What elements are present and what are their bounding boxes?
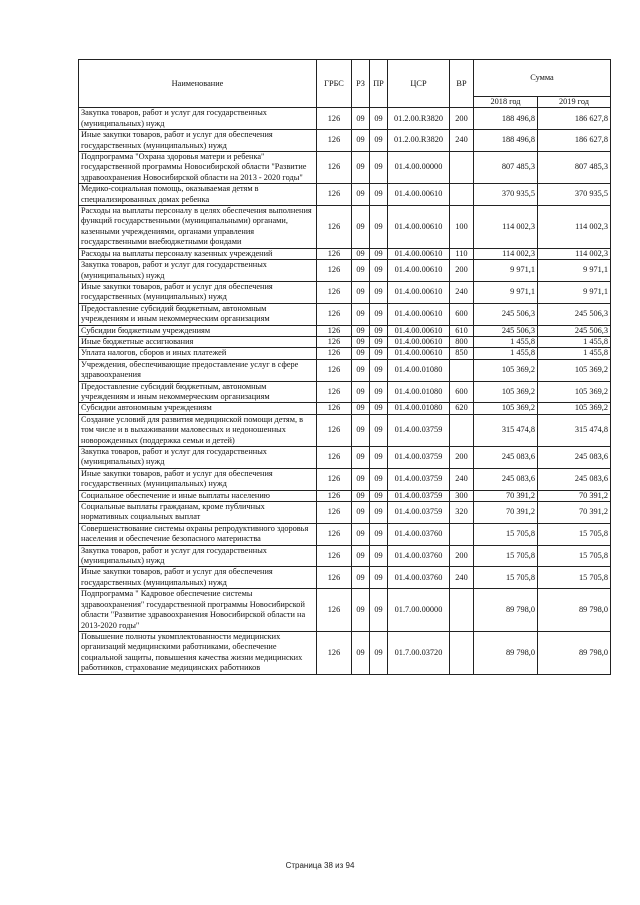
- table-row: [79, 414, 611, 446]
- cell-vr: 200: [450, 447, 474, 469]
- cell-pr: 09: [370, 523, 388, 545]
- cell-pr: 09: [370, 303, 388, 325]
- cell-grbs: 126: [317, 523, 352, 545]
- cell-rz: 09: [352, 348, 370, 359]
- cell-csr: 01.4.00.03759: [388, 490, 450, 501]
- cell-rz: 09: [352, 502, 370, 524]
- table-row: [79, 589, 611, 632]
- header-grbs: ГРБС: [317, 60, 352, 108]
- cell-csr: 01.4.00.01080: [388, 359, 450, 381]
- cell-pr: 09: [370, 260, 388, 282]
- cell-pr: 09: [370, 130, 388, 152]
- cell-sum-2019: 1 455,8: [538, 336, 611, 347]
- cell-pr: 09: [370, 631, 388, 674]
- cell-rz: 09: [352, 631, 370, 674]
- header-name: Наименование: [79, 60, 317, 108]
- table-row: [79, 359, 611, 381]
- cell-vr: 320: [450, 502, 474, 524]
- cell-sum-2018: 245 083,6: [474, 468, 538, 490]
- cell-sum-2018: 15 705,8: [474, 567, 538, 589]
- table-row: [79, 502, 611, 524]
- table-row: [79, 468, 611, 490]
- cell-sum-2018: 188 496,8: [474, 130, 538, 152]
- cell-vr: [450, 414, 474, 446]
- cell-grbs: 126: [317, 447, 352, 469]
- cell-grbs: 126: [317, 502, 352, 524]
- table-row: [79, 447, 611, 469]
- cell-grbs: 126: [317, 348, 352, 359]
- cell-pr: 09: [370, 490, 388, 501]
- cell-name: Социальное обеспечение и иные выплаты населению: [79, 490, 317, 501]
- cell-pr: 09: [370, 325, 388, 336]
- cell-sum-2018: 114 002,3: [474, 206, 538, 249]
- cell-sum-2019: 186 627,8: [538, 108, 611, 130]
- cell-csr: 01.4.00.00610: [388, 348, 450, 359]
- cell-name: Субсидии автономным учреждениям: [79, 403, 317, 414]
- cell-name: Иные бюджетные ассигнования: [79, 336, 317, 347]
- cell-pr: 09: [370, 403, 388, 414]
- cell-pr: 09: [370, 336, 388, 347]
- cell-name: Создание условий для развития медицинской помощи детям, в том числе и в выхаживании маловесных и недоношенных новорожденных (поддержка семьи и детей): [79, 414, 317, 446]
- table-row: [79, 206, 611, 249]
- cell-pr: 09: [370, 447, 388, 469]
- cell-csr: 01.4.00.00610: [388, 260, 450, 282]
- cell-csr: 01.4.00.00610: [388, 248, 450, 259]
- cell-vr: [450, 589, 474, 632]
- cell-rz: 09: [352, 545, 370, 567]
- cell-name: Медико-социальная помощь, оказываемая детям в специализированных домах ребенка: [79, 184, 317, 206]
- table-row: [79, 336, 611, 347]
- cell-pr: 09: [370, 567, 388, 589]
- cell-csr: 01.4.00.03760: [388, 567, 450, 589]
- cell-pr: 09: [370, 359, 388, 381]
- cell-vr: [450, 184, 474, 206]
- cell-sum-2019: 245 506,3: [538, 325, 611, 336]
- cell-vr: 600: [450, 381, 474, 403]
- cell-vr: 240: [450, 567, 474, 589]
- cell-sum-2018: 15 705,8: [474, 523, 538, 545]
- table-row: [79, 108, 611, 130]
- cell-rz: 09: [352, 359, 370, 381]
- cell-grbs: 126: [317, 152, 352, 184]
- cell-name: Уплата налогов, сборов и иных платежей: [79, 348, 317, 359]
- cell-sum-2019: 245 083,6: [538, 447, 611, 469]
- cell-sum-2018: 1 455,8: [474, 348, 538, 359]
- cell-sum-2018: 89 798,0: [474, 631, 538, 674]
- cell-sum-2018: 807 485,3: [474, 152, 538, 184]
- cell-grbs: 126: [317, 359, 352, 381]
- table-row: [79, 260, 611, 282]
- cell-csr: 01.4.00.03759: [388, 447, 450, 469]
- cell-sum-2019: 70 391,2: [538, 490, 611, 501]
- cell-sum-2019: 186 627,8: [538, 130, 611, 152]
- cell-pr: 09: [370, 502, 388, 524]
- cell-csr: 01.7.00.00000: [388, 589, 450, 632]
- table-row: [79, 325, 611, 336]
- cell-sum-2019: 114 002,3: [538, 206, 611, 249]
- cell-sum-2018: 188 496,8: [474, 108, 538, 130]
- cell-sum-2018: 245 083,6: [474, 447, 538, 469]
- cell-csr: 01.4.00.00610: [388, 206, 450, 249]
- cell-rz: 09: [352, 260, 370, 282]
- cell-sum-2018: 315 474,8: [474, 414, 538, 446]
- cell-grbs: 126: [317, 108, 352, 130]
- cell-sum-2018: 105 369,2: [474, 403, 538, 414]
- cell-vr: 200: [450, 260, 474, 282]
- cell-name: Иные закупки товаров, работ и услуг для обеспечения государственных (муниципальных) нужд: [79, 567, 317, 589]
- cell-sum-2019: 105 369,2: [538, 359, 611, 381]
- cell-name: Совершенствование системы охраны репродуктивного здоровья населения и обеспечение безопасного материнства: [79, 523, 317, 545]
- table-row: [79, 248, 611, 259]
- cell-csr: 01.4.00.01080: [388, 403, 450, 414]
- cell-csr: 01.4.00.03760: [388, 523, 450, 545]
- cell-csr: 01.4.00.00610: [388, 325, 450, 336]
- cell-vr: 850: [450, 348, 474, 359]
- cell-rz: 09: [352, 414, 370, 446]
- cell-grbs: 126: [317, 303, 352, 325]
- cell-name: Иные закупки товаров, работ и услуг для обеспечения государственных (муниципальных) нужд: [79, 281, 317, 303]
- cell-grbs: 126: [317, 403, 352, 414]
- cell-grbs: 126: [317, 336, 352, 347]
- cell-grbs: 126: [317, 248, 352, 259]
- cell-name: Закупка товаров, работ и услуг для государственных (муниципальных) нужд: [79, 545, 317, 567]
- cell-sum-2019: 114 002,3: [538, 248, 611, 259]
- cell-sum-2018: 9 971,1: [474, 260, 538, 282]
- cell-vr: 620: [450, 403, 474, 414]
- cell-grbs: 126: [317, 184, 352, 206]
- cell-vr: 600: [450, 303, 474, 325]
- header-pr: ПР: [370, 60, 388, 108]
- cell-pr: 09: [370, 281, 388, 303]
- table-row: [79, 523, 611, 545]
- cell-sum-2018: 70 391,2: [474, 490, 538, 501]
- table-row: [79, 567, 611, 589]
- cell-pr: 09: [370, 545, 388, 567]
- header-sum: Сумма: [474, 60, 611, 97]
- cell-sum-2019: 105 369,2: [538, 403, 611, 414]
- cell-sum-2019: 105 369,2: [538, 381, 611, 403]
- table-row: [79, 130, 611, 152]
- header-year-2019: 2019 год: [538, 97, 611, 108]
- table-row: [79, 348, 611, 359]
- cell-sum-2018: 245 506,3: [474, 325, 538, 336]
- cell-sum-2018: 105 369,2: [474, 359, 538, 381]
- cell-name: Социальные выплаты гражданам, кроме публичных нормативных социальных выплат: [79, 502, 317, 524]
- budget-table: [78, 59, 611, 675]
- cell-sum-2018: 370 935,5: [474, 184, 538, 206]
- page-footer: Страница 38 из 94: [285, 861, 355, 870]
- cell-sum-2018: 114 002,3: [474, 248, 538, 259]
- cell-sum-2019: 15 705,8: [538, 545, 611, 567]
- cell-csr: 01.4.00.00610: [388, 336, 450, 347]
- cell-pr: 09: [370, 414, 388, 446]
- cell-pr: 09: [370, 589, 388, 632]
- cell-grbs: 126: [317, 381, 352, 403]
- table-row: [79, 303, 611, 325]
- cell-sum-2018: 105 369,2: [474, 381, 538, 403]
- cell-rz: 09: [352, 447, 370, 469]
- cell-name: Закупка товаров, работ и услуг для государственных (муниципальных) нужд: [79, 108, 317, 130]
- cell-rz: 09: [352, 567, 370, 589]
- cell-grbs: 126: [317, 414, 352, 446]
- cell-pr: 09: [370, 152, 388, 184]
- cell-rz: 09: [352, 281, 370, 303]
- cell-vr: 240: [450, 130, 474, 152]
- cell-name: Расходы на выплаты персоналу в целях обеспечения выполнения функций государственными (муниципальными) органами, казенными учреждениями, органами управления государственными внебюджетными фондами: [79, 206, 317, 249]
- cell-sum-2019: 89 798,0: [538, 589, 611, 632]
- cell-csr: 01.2.00.R3820: [388, 130, 450, 152]
- cell-sum-2019: 15 705,8: [538, 523, 611, 545]
- cell-vr: 240: [450, 281, 474, 303]
- cell-sum-2018: 245 506,3: [474, 303, 538, 325]
- cell-sum-2018: 9 971,1: [474, 281, 538, 303]
- cell-csr: 01.2.00.R3820: [388, 108, 450, 130]
- cell-csr: 01.4.00.00610: [388, 281, 450, 303]
- cell-vr: 240: [450, 468, 474, 490]
- header-csr: ЦСР: [388, 60, 450, 108]
- cell-rz: 09: [352, 152, 370, 184]
- cell-name: Подпрограмма "Охрана здоровья матери и ребенка" государственной программы Новосибирской области "Развитие здравоохранения Новосибирской области на 2013 - 2020 годы": [79, 152, 317, 184]
- cell-grbs: 126: [317, 567, 352, 589]
- cell-csr: 01.7.00.03720: [388, 631, 450, 674]
- cell-sum-2018: 70 391,2: [474, 502, 538, 524]
- header-vr: ВР: [450, 60, 474, 108]
- cell-pr: 09: [370, 206, 388, 249]
- cell-rz: 09: [352, 468, 370, 490]
- cell-sum-2019: 89 798,0: [538, 631, 611, 674]
- cell-name: Закупка товаров, работ и услуг для государственных (муниципальных) нужд: [79, 260, 317, 282]
- table-row: [79, 490, 611, 501]
- cell-rz: 09: [352, 325, 370, 336]
- cell-grbs: 126: [317, 468, 352, 490]
- cell-name: Расходы на выплаты персоналу казенных учреждений: [79, 248, 317, 259]
- cell-vr: 610: [450, 325, 474, 336]
- cell-rz: 09: [352, 130, 370, 152]
- cell-rz: 09: [352, 248, 370, 259]
- cell-grbs: 126: [317, 631, 352, 674]
- cell-vr: 800: [450, 336, 474, 347]
- cell-rz: 09: [352, 490, 370, 501]
- cell-sum-2018: 15 705,8: [474, 545, 538, 567]
- cell-vr: 200: [450, 108, 474, 130]
- cell-name: Учреждения, обеспечивающие предоставление услуг в сфере здравоохранения: [79, 359, 317, 381]
- table-body: [79, 108, 611, 674]
- cell-rz: 09: [352, 206, 370, 249]
- cell-name: Подпрограмма " Кадровое обеспечение системы здравоохранения" государственной программы Новосибирской области "Развитие здравоохранения Новосибирской области на 2013-2020 годы": [79, 589, 317, 632]
- table-row: [79, 184, 611, 206]
- cell-name: Повышение полноты укомплектованности медицинских организаций медицинскими работниками, обеспечение социальной защиты, повышения качества жизни медицинских работников, страхование медицинских работников: [79, 631, 317, 674]
- table-row: [79, 631, 611, 674]
- table-row: [79, 545, 611, 567]
- cell-vr: [450, 152, 474, 184]
- cell-pr: 09: [370, 381, 388, 403]
- cell-name: Закупка товаров, работ и услуг для государственных (муниципальных) нужд: [79, 447, 317, 469]
- cell-sum-2018: 1 455,8: [474, 336, 538, 347]
- cell-pr: 09: [370, 348, 388, 359]
- cell-vr: [450, 359, 474, 381]
- cell-name: Предоставление субсидий бюджетным, автономным учреждениям и иным некоммерческим организациям: [79, 381, 317, 403]
- cell-name: Предоставление субсидий бюджетным, автономным учреждениям и иным некоммерческим организациям: [79, 303, 317, 325]
- cell-sum-2019: 15 705,8: [538, 567, 611, 589]
- cell-rz: 09: [352, 381, 370, 403]
- table-row: [79, 152, 611, 184]
- cell-vr: 200: [450, 545, 474, 567]
- cell-rz: 09: [352, 303, 370, 325]
- cell-sum-2019: 9 971,1: [538, 260, 611, 282]
- cell-name: Иные закупки товаров, работ и услуг для обеспечения государственных (муниципальных) нужд: [79, 130, 317, 152]
- cell-csr: 01.4.00.03759: [388, 414, 450, 446]
- cell-csr: 01.4.00.03759: [388, 468, 450, 490]
- table-row: [79, 281, 611, 303]
- cell-grbs: 126: [317, 545, 352, 567]
- cell-sum-2019: 315 474,8: [538, 414, 611, 446]
- cell-sum-2019: 70 391,2: [538, 502, 611, 524]
- cell-grbs: 126: [317, 325, 352, 336]
- table-header: [79, 60, 611, 108]
- cell-pr: 09: [370, 248, 388, 259]
- cell-vr: [450, 523, 474, 545]
- cell-sum-2019: 807 485,3: [538, 152, 611, 184]
- cell-csr: 01.4.00.01080: [388, 381, 450, 403]
- header-rz: РЗ: [352, 60, 370, 108]
- cell-sum-2019: 245 083,6: [538, 468, 611, 490]
- cell-pr: 09: [370, 108, 388, 130]
- cell-vr: 110: [450, 248, 474, 259]
- cell-sum-2019: 9 971,1: [538, 281, 611, 303]
- cell-grbs: 126: [317, 490, 352, 501]
- table-row: [79, 381, 611, 403]
- cell-csr: 01.4.00.03760: [388, 545, 450, 567]
- cell-rz: 09: [352, 184, 370, 206]
- cell-name: Субсидии бюджетным учреждениям: [79, 325, 317, 336]
- cell-csr: 01.4.00.00000: [388, 152, 450, 184]
- cell-name: Иные закупки товаров, работ и услуг для обеспечения государственных (муниципальных) нужд: [79, 468, 317, 490]
- cell-grbs: 126: [317, 281, 352, 303]
- table-row: [79, 403, 611, 414]
- header-year-2018: 2018 год: [474, 97, 538, 108]
- cell-rz: 09: [352, 523, 370, 545]
- cell-csr: 01.4.00.03759: [388, 502, 450, 524]
- cell-pr: 09: [370, 468, 388, 490]
- cell-sum-2018: 89 798,0: [474, 589, 538, 632]
- cell-pr: 09: [370, 184, 388, 206]
- cell-csr: 01.4.00.00610: [388, 184, 450, 206]
- cell-rz: 09: [352, 589, 370, 632]
- cell-csr: 01.4.00.00610: [388, 303, 450, 325]
- cell-sum-2019: 1 455,8: [538, 348, 611, 359]
- cell-sum-2019: 370 935,5: [538, 184, 611, 206]
- cell-grbs: 126: [317, 589, 352, 632]
- cell-grbs: 126: [317, 260, 352, 282]
- cell-rz: 09: [352, 336, 370, 347]
- cell-grbs: 126: [317, 130, 352, 152]
- cell-vr: 100: [450, 206, 474, 249]
- cell-vr: 300: [450, 490, 474, 501]
- cell-grbs: 126: [317, 206, 352, 249]
- cell-sum-2019: 245 506,3: [538, 303, 611, 325]
- cell-rz: 09: [352, 108, 370, 130]
- cell-vr: [450, 631, 474, 674]
- cell-rz: 09: [352, 403, 370, 414]
